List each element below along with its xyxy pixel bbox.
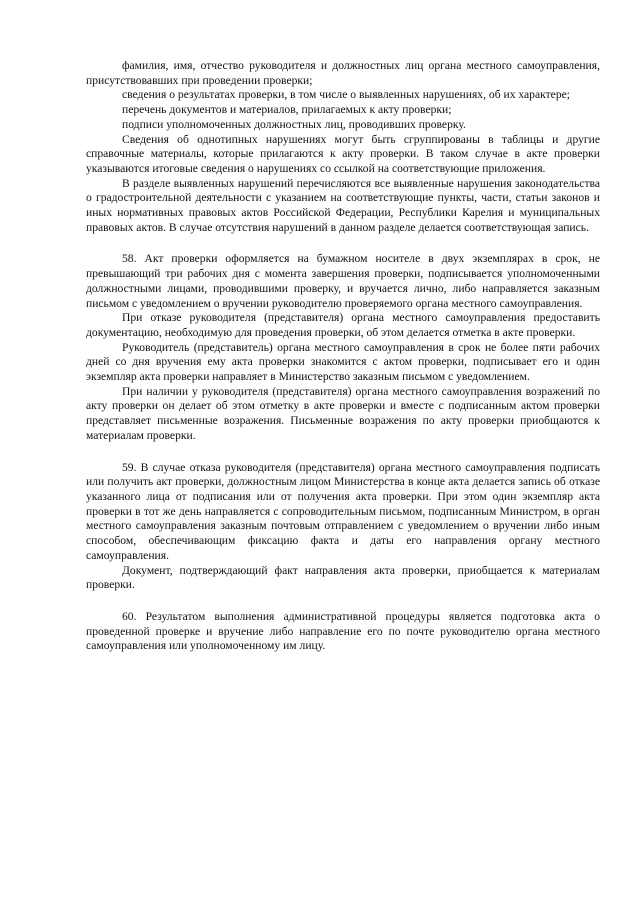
document-paragraph: Документ, подтверждающий факт направления акта проверки, приобщается к материалам проверки. bbox=[86, 563, 600, 592]
document-paragraph: перечень документов и материалов, прилагаемых к акту проверки; bbox=[122, 103, 452, 117]
document-paragraph: 59. В случае отказа руководителя (представителя) органа местного самоуправления подписать или получить акт проверки, должностным лицом Министерства в конце акта делается запись об отказе указанного лица от подписания или от получения акта проверки. При этом один экземпляр акта проверки в тот же день направляется с сопроводительным письмом, подписанным Министром, в орган местного самоуправления заказным почтовым отправлением с уведомлением о вручении либо иным способом, обеспечивающим фиксацию факта и даты его направления органу местного самоуправления. bbox=[86, 460, 600, 562]
document-page bbox=[86, 59, 600, 654]
document-paragraph: Сведения об однотипных нарушениях могут быть сгруппированы в таблицы и другие справочные материалы, которые прилагаются к акту проверки. В таком случае в акте проверки указываются итоговые сведения о нарушениях со ссылкой на соответствующие приложения. bbox=[86, 132, 600, 175]
document-paragraph: сведения о результатах проверки, в том числе о выявленных нарушениях, об их характере; bbox=[122, 88, 570, 102]
document-paragraph: При отказе руководителя (представителя) органа местного самоуправления предоставить документацию, необходимую для проведения проверки, об этом делается отметка в акте проверки. bbox=[86, 311, 600, 339]
document-paragraph: подписи уполномоченных должностных лиц, проводивших проверку. bbox=[122, 117, 466, 131]
document-paragraph: 60. Результатом выполнения административной процедуры является подготовка акта о проведенной проверке и вручение либо направление его по почте руководителю органа местного самоуправления или уполномоченному им лицу. bbox=[86, 609, 600, 653]
document-paragraph: В разделе выявленных нарушений перечисляются все выявленные нарушения законодательства о градостроительной деятельности с указанием на соответствующие пункты, части, статьи законов и иных нормативных правовых актов Российской Федерации, Республики Карелия и муниципальных правовых актов. В случае отсутствия нарушений в данном разделе делается соответствующая запись. bbox=[86, 176, 600, 234]
document-paragraph: Руководитель (представитель) органа местного самоуправления в срок не более пяти рабочих дней со дня вручения ему акта проверки знакомится с актом проверки, подписывает его и один экземпляр акта проверки направляет в Министерство заказным письмом с уведомлением. bbox=[86, 340, 600, 384]
document-paragraph: фамилия, имя, отчество руководителя и должностных лиц органа местного самоуправления, присутствовавших при проведении проверки; bbox=[86, 59, 600, 87]
document-paragraph: 58. Акт проверки оформляется на бумажном носителе в двух экземплярах в срок, не превышающий три рабочих дня с момента завершения проверки, подписывается уполномоченными должностными лицами, проводившими проверку, и вручается лично, либо направляется заказным письмом с уведомлением о вручении руководителю проверяемого органа местного самоуправления. bbox=[86, 252, 600, 310]
document-paragraph: При наличии у руководителя (представителя) органа местного самоуправления возражений по акту проверки он делает об этом отметку в акте проверки и вместе с подписанным актом проверки представляет письменные возражения. Письменные возражения по акту проверки приобщаются к материалам проверки. bbox=[86, 384, 600, 442]
